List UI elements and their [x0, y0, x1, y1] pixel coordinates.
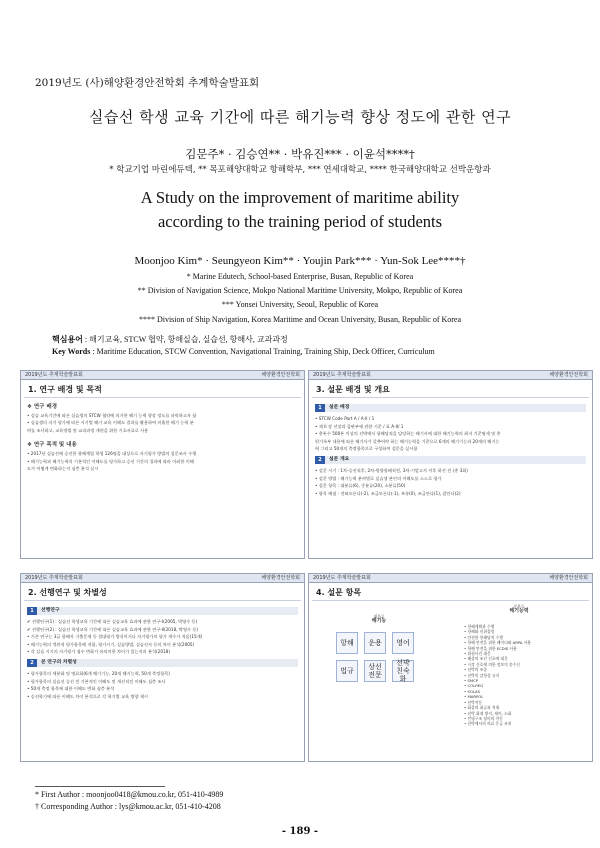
affil-en-2: ** Division of Navigation Science, Mokpo National Maritime University, Mokpo, Republic of Korea: [137, 286, 463, 296]
slide-research-background: [20, 370, 305, 559]
page-number: - 189 -: [281, 826, 319, 837]
body-line: • 기존 연구는 3급 항해사 기출문제 등 절대평가 방식이거나 자기평가의 평가 개수가 적음(15개): [27, 634, 203, 640]
slide-title: 1. 연구 배경 및 목적: [24, 380, 301, 398]
grid-cell: 운용: [364, 632, 386, 654]
section-label: 본 연구의 차별성: [41, 660, 77, 666]
list-item: • 선박 화재 방지, 제어, 소화: [464, 710, 512, 716]
slide-survey-overview: [308, 370, 593, 559]
slide-header: [21, 574, 304, 583]
list-item: • 선박의 감항성 유지: [464, 672, 500, 678]
slide-title: 3. 설문 배경 및 개요: [312, 380, 589, 398]
slide-header-left: 2019년도 추계학술발표회: [313, 575, 371, 581]
slide-header-left: 2019년도 추계학술발표회: [25, 575, 83, 581]
body-line: • 평가항목의 실습선 승선 전 기본적인 이해도 및 개선직전 이해도 심층 조사: [27, 678, 166, 684]
slide-body: [309, 398, 592, 500]
section-number: 1: [27, 607, 37, 615]
section-label: 설문 개요: [329, 457, 350, 463]
list-item: • 화물의 취급과 적재: [464, 705, 500, 711]
slide-header-right: 해양환경안전학회: [261, 372, 300, 378]
slide-body: [21, 398, 304, 476]
body-line: • 실습생의 자기 평가에 따른 시기별 해기 교육 이해도 결과를 활용하여 미흡한 해기 능력 분: [27, 420, 194, 426]
affil-en-4: **** Division of Ship Navigation, Korea Maritime and Ocean University, Busan, Republic of Korea: [138, 314, 462, 324]
body-line: • 해기능력의 객관적 평가항목에 적합, 평가시기, 실습방법, 실습선사 등의 차이 분석(2005): [27, 641, 195, 647]
keywords-korean-text: : 해기교육, STCW 협약, 항해실습, 실습선, 항해사, 교과과정: [84, 335, 288, 344]
list-item: • 위험사건 대응: [464, 651, 491, 657]
list-item: • 선박의 조종: [464, 667, 487, 673]
title-korean: 실습선 학생 교육 기간에 따른 해기능력 향상 정도에 관한 연구: [88, 108, 512, 126]
right-caption-line-2: 해기능력: [509, 608, 529, 615]
slide-prior-research: [20, 573, 305, 762]
grid-cell: 항해: [336, 632, 358, 654]
keywords-korean: [52, 334, 288, 345]
body-line: • 실습 교육기간에 따른 실습생의 STCW 협약에 의거한 해기 능력 향상 정도를 파악하고자 함: [27, 412, 197, 418]
list-item: • 선박작동: [464, 699, 483, 705]
slide-header-left: 2019년도 추계학술발표회: [313, 372, 371, 378]
body-line: 도가 어떻게 변화하는지 심층 분석 실시: [27, 466, 99, 472]
affil-en-3: *** Yonsei University, Seoul, Republic of Korea: [221, 300, 379, 310]
authors-english: Moonjoo Kim* · Seungyeon Kim** · Youjin Park*** · Yun-Sok Lee****†: [134, 255, 466, 267]
slide-header: [309, 371, 592, 380]
body-line: • 총톤수 500톤 이상의 선박에서 항해당직을 담당하는 해기사에 대한 해기능력의 최저 기준명세 및 총: [315, 431, 501, 437]
slide-title: 2. 선행연구 및 차별성: [24, 583, 301, 601]
slide-body: [21, 601, 304, 703]
keywords-english: [52, 347, 435, 356]
list-item: • SOLAS: [464, 688, 481, 694]
list-item: • 항해계획과 수행: [464, 624, 495, 629]
body-line: • 각 실습 시기의 자기평가 점수 변화가 유의미한 차이가 있는지의 분석(2018): [27, 649, 170, 655]
footnote-first-author: * First Author : moonjoo0418@kmou.co.kr, 051-410-4989: [35, 790, 224, 799]
body-line: ✔ 선행연구(2) : 실습선 학생교육 기간에 따른 실습교육 효과에 관한 연구-Ⅱ(2018, 박영수 등): [27, 626, 199, 632]
slide-header-right: 해양환경안전학회: [261, 575, 300, 581]
body-line: 력 그리고 50개의 측정항목으로 구성하여 설문을 실시함: [315, 446, 418, 452]
body-line: • 설문 방법 : 해기능력 분야별로 실습생 본인의 이해도를 스스로 평가: [315, 475, 442, 481]
affiliations-english: [0, 270, 600, 327]
section-heading: ❖ 연구 배경: [27, 404, 58, 410]
list-item: • SMCP: [464, 678, 479, 684]
body-line: • 2017년 실습선에 승선한 항해계열 학생 126명을 대상으로 자기평가 방법의 설문조사 수행: [27, 450, 197, 456]
title-english-line-1: A Study on the improvement of maritime ability: [140, 188, 460, 207]
grid-cell: 선박 친숙화: [392, 660, 414, 682]
body-line: • 50개 측정 항목에 대한 이해도 변화 심층 분석: [27, 686, 115, 692]
slide-header-right: 해양환경안전학회: [549, 575, 588, 581]
body-line: • 설문 시기 : 1차-승선직후, 2차-원양항해직전, 3차-기말고사 이후 하선 전 (총 3회): [315, 467, 468, 473]
title-english: [0, 186, 600, 234]
list-item: • 선박에서의 의료 응급 조치: [464, 721, 512, 727]
keywords-korean-label: 핵심용어: [52, 335, 83, 344]
title-english-line-2: according to the training period of students: [157, 212, 443, 231]
list-item: • 항해 안전을 위한 ECDIS 사용: [464, 645, 517, 651]
section-bar: [27, 607, 298, 615]
list-item: • 항해 안전을 위한 레이더와 ARPA 사용: [464, 640, 532, 646]
slide-header-left: 2019년도 추계학술발표회: [25, 372, 83, 378]
body-line: • 항목 배점 : 전혀모른다(-2), 조금모른다(-1), 보통(0), 조금안다(1), 잘안다(2): [315, 490, 461, 496]
list-item: • 안전한 항해당직 수행: [464, 634, 503, 640]
keywords-english-text: : Maritime Education, STCW Convention, Navigational Training, Training Ship, Deck Officer, Curriculum: [92, 347, 435, 356]
slide-title: 4. 설문 항목: [312, 583, 589, 601]
body-line: 편기록부 내용에 따른 해기사가 갖추어야 하는 해기능력을 기준으로 6개의 해기기능과 20개의 해기능: [315, 438, 500, 444]
body-line: • STCW Code Part A / A-II / 1: [315, 416, 375, 421]
list-item: • MARPOL: [464, 694, 484, 700]
section-bar: [315, 404, 586, 412]
slide-survey-items: [308, 573, 593, 762]
left-caption: [309, 614, 449, 625]
list-item: • 항해와 선위결정: [464, 629, 495, 635]
list-item: • 해상의 조난 신호에 대응: [464, 656, 508, 662]
slide-header-right: 해양환경안전학회: [549, 372, 588, 378]
grid-cell: 법규: [336, 660, 358, 682]
footnote-divider: [35, 786, 165, 787]
grid-cell: 영어: [392, 632, 414, 654]
section-number: 1: [315, 404, 325, 412]
left-caption-line-1: 대분류: [373, 614, 385, 619]
section-bar: [27, 659, 298, 667]
slide-header: [21, 371, 304, 380]
body-line: • 해기능력과 해기능력의 기본적인 이해도를 평가하고 승선 기간의 경과에 따라 이러한 이해: [27, 458, 194, 464]
slide-header: [309, 574, 592, 583]
left-caption-line-2: 해기능: [371, 618, 387, 625]
body-line: • 승선학기에 따른 이해도 차이 분석으로 각 학기별 교육 방향 제시: [27, 693, 148, 699]
body-line: • 제 II 장 선장과 갑판부에 관한 기준 / 표 A-II/ 1: [315, 423, 404, 429]
section-label: 선행연구: [41, 608, 60, 614]
body-line: 야를 조사하고, 교육방법 및 교과과정 개편을 위한 기초자료로 사용: [27, 427, 149, 433]
authors-korean: 김문주* · 김승연** · 박유진*** · 이윤석****†: [185, 147, 415, 161]
list-item: • 인명구조 장비의 작동: [464, 715, 503, 721]
right-caption: [459, 604, 579, 615]
section-label: 설문 배경: [329, 405, 350, 411]
affil-en-1: * Marine Edutech, School-based Enterprise, Busan, Republic of Korea: [186, 272, 414, 281]
affiliations-korean: * 학교기업 마린에듀텍, ** 목포해양대학교 항해학부, *** 연세대학교, **** 한국해양대학교 선박운항과: [109, 165, 491, 175]
conference-name: 2019년도 (사)해양환경안전학회 추계학술발표회: [35, 77, 260, 89]
footnote-corresponding-author: † Corresponding Author : lys@kmou.ac.kr, 051-410-4208: [35, 802, 221, 811]
body-line: ✔ 선행연구(1) : 실습선 학생교육 기간에 따른 실습교육 효과에 관한 연구-Ⅰ(2005, 박영수 등): [27, 619, 198, 624]
list-item: • 시각 신호에 의한 정보의 송수신: [464, 661, 520, 667]
section-number: 2: [27, 659, 37, 667]
list-item: • COLREG: [464, 683, 484, 689]
body-line: • 평가항목의 세분화 및 명료화(6개 해기기능, 20개 해기능력, 50개 측정항목): [27, 670, 170, 676]
grid-cell: 상선 전문: [364, 660, 386, 682]
keywords-english-label: Key Words: [52, 347, 91, 356]
section-heading: ❖ 연구 목적 및 내용: [27, 442, 77, 449]
body-line: • 설문 항목 : 대분류(6), 중분류(20), 소분류(50): [315, 483, 406, 489]
right-caption-line-1: 중분류: [513, 604, 525, 609]
section-number: 2: [315, 456, 325, 464]
section-bar: [315, 456, 586, 464]
competency-list: [464, 624, 584, 727]
function-grid: [336, 632, 414, 682]
